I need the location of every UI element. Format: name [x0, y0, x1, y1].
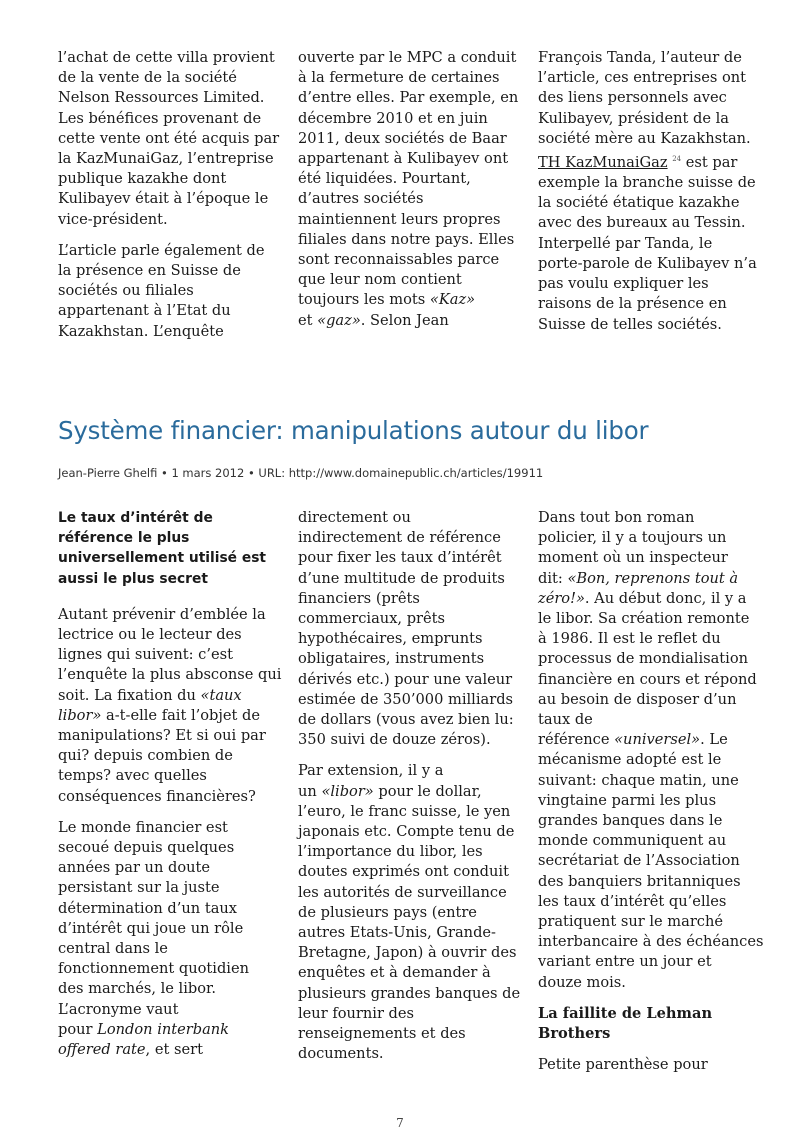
text-line: maintiennent leurs propres: [298, 210, 501, 228]
text-line: grandes banques dans le: [538, 812, 723, 830]
previous-article-column-3: [538, 48, 758, 346]
text-fragment: référence: [538, 731, 615, 749]
text-line: temps? avec quelles: [58, 767, 207, 785]
text-line: pratiquent sur le marché: [538, 913, 724, 931]
text-line: les taux d’intérêt qu’elles: [538, 892, 727, 910]
text-line: de dollars (vous avez bien lu:: [298, 711, 514, 729]
text-line: variant entre un jour et: [538, 953, 712, 971]
universel-emphasis: «universel»: [614, 731, 701, 749]
article-lead: [58, 508, 278, 589]
text-fragment: soit. La fixation du: [58, 686, 196, 704]
text-fragment: , et sert: [145, 1041, 203, 1059]
text-line: Nelson Ressources Limited.: [58, 89, 265, 107]
text-line: mécanisme adopté est le: [538, 751, 722, 769]
text-fragment: dit:: [538, 569, 568, 587]
text-line: secrétariat de l’Association: [538, 852, 740, 870]
text-line: cette vente ont été acquis par: [58, 129, 280, 147]
taux-emphasis: «taux: [200, 686, 242, 704]
text-line: douze mois.: [538, 973, 626, 991]
text-line: L’acronyme vaut: [58, 1000, 179, 1018]
paragraph: [58, 241, 278, 342]
text-line: interbancaire à des échéances: [538, 933, 764, 951]
text-line: 350 suivi de douze zéros).: [298, 731, 491, 749]
text-line: porte-parole de Kulibayev n’a: [538, 254, 757, 272]
text-line: Dans tout bon roman: [538, 509, 695, 526]
gaz-emphasis: «gaz»: [317, 311, 361, 329]
text-fragment: un: [298, 782, 322, 800]
text-line: central dans le: [58, 940, 168, 958]
text-line: été liquidées. Pourtant,: [298, 170, 471, 188]
text-line: d’une multitude de produits: [298, 569, 505, 587]
text-line: taux de: [538, 711, 593, 729]
paragraph: [538, 1055, 758, 1075]
text-line: la société étatique kazakhe: [538, 194, 740, 212]
text-line: estimée de 350’000 milliards: [298, 690, 514, 708]
text-line: moment où un inspecteur: [538, 549, 728, 567]
text-line: [538, 149, 758, 173]
text-line: financière en cours et répond: [538, 670, 757, 688]
text-line: à 1986. Il est le reflet du: [538, 630, 721, 648]
text-line: directement ou: [298, 509, 411, 526]
text-line: lectrice ou le lecteur des: [58, 626, 242, 644]
article-title: Système financier: manipulations autour du libor: [58, 416, 649, 445]
text-line: secoué depuis quelques: [58, 839, 235, 857]
text-line: publique kazakhe dont: [58, 170, 227, 188]
text-line: avec des bureaux au Tessin.: [538, 214, 746, 232]
paragraph: [298, 48, 518, 331]
text-line: société mère au Kazakhstan.: [538, 129, 751, 147]
text-line: [298, 782, 518, 802]
text-line: manipulations? Et si oui par: [58, 727, 266, 745]
text-line: sont reconnaissables parce: [298, 251, 500, 269]
text-line: [58, 686, 278, 706]
text-line: détermination d’un taux: [58, 899, 238, 917]
libor-emphasis: «libor»: [321, 782, 374, 800]
text-line: [58, 706, 278, 726]
text-line: le libor. Sa création remonte: [538, 610, 750, 628]
text-line: années par un doute: [58, 859, 211, 877]
offered-emphasis: offered rate: [58, 1041, 146, 1059]
text-line: obligataires, instruments: [298, 650, 485, 668]
text-line: au besoin de disposer d’un: [538, 690, 737, 708]
article-column-3: [538, 508, 764, 1086]
text-line: leur fournir des: [298, 1004, 415, 1022]
paragraph: [298, 761, 521, 1064]
text-line: Brothers: [538, 1025, 611, 1043]
text-line: conséquences financières?: [58, 787, 256, 805]
text-line: [58, 1020, 278, 1040]
text-line: Par extension, il y a: [298, 762, 444, 780]
paragraph: [58, 605, 282, 807]
text-line: vice-président.: [58, 210, 168, 228]
text-line: doutes exprimés ont conduit: [298, 863, 509, 881]
text-fragment: pour le dollar,: [373, 782, 482, 800]
text-line: Autant prévenir d’emblée la: [58, 605, 266, 623]
text-line: monde communiquent au: [538, 832, 727, 850]
article-meta: Jean-Pierre Ghelfi • 1 mars 2012 • URL: http://www.domainepublic.ch/articles/19911: [58, 466, 544, 480]
text-line: indirectement de référence: [298, 529, 501, 547]
article-column-2: [298, 508, 521, 1075]
text-line: [538, 569, 758, 589]
paragraph: [58, 48, 278, 230]
text-line: l’article, ces entreprises ont: [538, 69, 747, 87]
text-line: de plusieurs pays (entre: [298, 903, 477, 921]
text-fragment: . Selon Jean: [360, 311, 449, 329]
text-line: policier, il y a toujours un: [538, 529, 727, 547]
text-line: Le taux d’intérêt de: [58, 510, 213, 526]
text-line: la KazMunaiGaz, l’entreprise: [58, 150, 274, 168]
text-line: hypothécaires, emprunts: [298, 630, 483, 648]
text-line: pas voulu expliquer les: [538, 275, 709, 293]
text-line: Kulibayev, président de la: [538, 109, 730, 127]
text-line: des liens personnels avec: [538, 89, 727, 107]
paragraph: [538, 48, 758, 335]
text-line: exemple la branche suisse de: [538, 174, 756, 192]
text-fragment: toujours les mots: [298, 291, 426, 309]
text-line: appartenant à Kulibayev ont: [298, 150, 509, 168]
text-line: plusieurs grandes banques de: [298, 984, 521, 1002]
text-line: de la vente de la société: [58, 69, 237, 87]
text-line: La faillite de Lehman: [538, 1004, 713, 1022]
text-line: processus de mondialisation: [538, 650, 749, 668]
text-line: raisons de la présence en: [538, 295, 727, 313]
text-line: fonctionnement quotidien: [58, 960, 249, 978]
kaz-emphasis: «Kaz»: [429, 291, 476, 309]
section-subheading: [538, 1004, 758, 1044]
article-column-1: [58, 508, 282, 1071]
text-line: Les bénéfices provenant de: [58, 109, 262, 127]
text-line: d’entre elles. Par exemple, en: [298, 89, 519, 107]
text-line: vingtaine parmi les plus: [538, 791, 717, 809]
london-emphasis: London interbank: [97, 1020, 230, 1038]
text-line: des marchés, le libor.: [58, 980, 217, 998]
text-line: universellement utilisé est: [58, 550, 267, 567]
text-line: les autorités de surveillance: [298, 883, 507, 901]
text-fragment: a-t-elle fait l’objet de: [101, 706, 261, 724]
text-line: documents.: [298, 1045, 384, 1063]
quote-emphasis: «Bon, reprenons tout à: [567, 569, 739, 587]
text-line: Interpellé par Tanda, le: [538, 234, 713, 252]
text-line: référence le plus: [58, 530, 190, 547]
text-line: d’intérêt qui joue un rôle: [58, 919, 244, 937]
previous-article-column-1: [58, 48, 278, 353]
quote-emphasis: zéro!»: [538, 589, 585, 607]
text-line: l’euro, le franc suisse, le yen: [298, 802, 511, 820]
text-line: Kazakhstan. L’enquête: [58, 322, 224, 340]
text-line: [538, 589, 758, 609]
text-line: des banquiers britanniques: [538, 872, 741, 890]
text-line: décembre 2010 et en juin: [298, 109, 488, 127]
text-line: suivant: chaque matin, une: [538, 771, 739, 789]
text-line: la présence en Suisse de: [58, 262, 241, 280]
paragraph: [538, 508, 764, 993]
text-line: 2011, deux sociétés de Baar: [298, 129, 507, 147]
text-line: d’autres sociétés: [298, 190, 424, 208]
text-line: renseignements et des: [298, 1025, 466, 1043]
previous-article-column-2: [298, 48, 518, 342]
text-line: [538, 730, 758, 750]
text-line: qui? depuis combien de: [58, 747, 233, 765]
text-line: sociétés ou filiales: [58, 282, 194, 300]
text-line: Suisse de telles sociétés.: [538, 315, 722, 333]
text-line: l’achat de cette villa provient: [58, 49, 275, 66]
text-line: appartenant à l’Etat du: [58, 302, 231, 320]
text-line: Petite parenthèse pour: [538, 1056, 708, 1074]
text-fragment: . Au début donc, il y a: [584, 589, 747, 607]
text-line: aussi le plus secret: [58, 570, 208, 587]
text-line: commerciaux, prêts: [298, 610, 446, 628]
text-line: l’enquête la plus absconse qui: [58, 666, 282, 684]
text-line: Kulibayev était à l’époque le: [58, 190, 269, 208]
text-line: Le monde financier est: [58, 818, 228, 836]
paragraph: [58, 818, 278, 1060]
text-fragment: . Le: [700, 731, 728, 749]
text-line: financiers (prêts: [298, 589, 420, 607]
text-line: ouverte par le MPC a conduit: [298, 49, 517, 66]
text-fragment: pour: [58, 1020, 98, 1038]
text-line: Bretagne, Japon) à ouvrir des: [298, 944, 517, 962]
text-line: François Tanda, l’auteur de: [538, 49, 742, 66]
text-line: l’importance du libor, les: [298, 843, 483, 861]
footnote-marker[interactable]: 24: [672, 155, 682, 164]
text-line: [298, 311, 518, 331]
kazmunaigaz-link[interactable]: TH KazMunaiGaz: [538, 153, 668, 171]
text-line: dérivés etc.) pour une valeur: [298, 670, 513, 688]
text-line: que leur nom contient: [298, 271, 462, 289]
text-line: enquêtes et à demander à: [298, 964, 491, 982]
text-line: [58, 1040, 278, 1060]
text-fragment: est par: [681, 153, 738, 171]
libor-emphasis: libor»: [58, 706, 102, 724]
paragraph: [298, 508, 518, 750]
text-line: persistant sur la juste: [58, 879, 220, 897]
text-line: filiales dans notre pays. Elles: [298, 230, 515, 248]
text-line: à la fermeture de certaines: [298, 69, 500, 87]
text-line: pour fixer les taux d’intérêt: [298, 549, 502, 567]
text-line: lignes qui suivent: c’est: [58, 646, 233, 664]
text-line: L’article parle également de: [58, 241, 265, 259]
text-line: japonais etc. Compte tenu de: [298, 823, 515, 841]
page-number: 7: [396, 1116, 404, 1130]
text-line: autres Etats-Unis, Grande-: [298, 924, 496, 942]
text-line: [298, 290, 518, 310]
text-fragment: et: [298, 311, 313, 329]
